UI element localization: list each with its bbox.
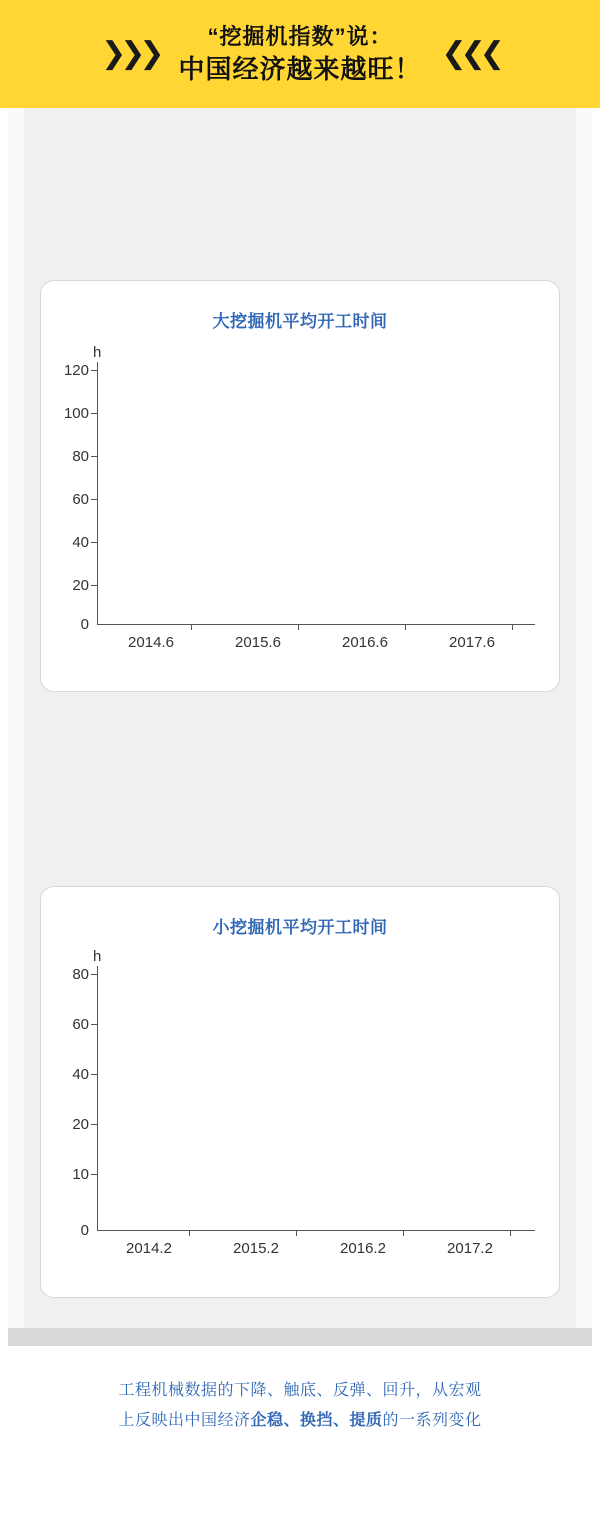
- y-tick-label: 100: [63, 405, 89, 422]
- x-tick-label: 2014.2: [126, 1240, 172, 1257]
- y-tick-label: 40: [72, 1066, 89, 1083]
- x-tick-label: 2016.2: [340, 1240, 386, 1257]
- banner-title-line1: “挖掘机指数”说：: [207, 24, 393, 49]
- y-tick-mark: [91, 499, 97, 500]
- x-tick-label: 2016.6: [342, 634, 388, 651]
- x-tick-mark: [510, 1230, 511, 1236]
- y-tick-mark: [91, 1024, 97, 1025]
- x-tick-mark: [298, 624, 299, 630]
- caption-line-2-prefix: 上反映出中国经济: [118, 1411, 251, 1429]
- y-tick-label: 60: [72, 491, 89, 508]
- chevrons-right-icon: ❯❯❯: [101, 36, 159, 71]
- x-tick-mark: [403, 1230, 404, 1236]
- y-tick-label: 80: [72, 966, 89, 983]
- y-tick-mark: [91, 456, 97, 457]
- banner-content: [101, 23, 499, 85]
- y-tick-mark: [91, 370, 97, 371]
- column-edge-left: [8, 108, 24, 1328]
- x-axis-line: [97, 1230, 535, 1231]
- caption-line-2: [0, 1406, 600, 1436]
- chart-plot-area: [41, 948, 559, 1274]
- header-banner: [0, 0, 600, 108]
- footer-divider-bar: [8, 1328, 592, 1346]
- caption-line-2-highlight: 企稳、换挡、提质: [250, 1411, 383, 1429]
- caption-line-2-suffix: 的一系列变化: [382, 1411, 482, 1429]
- x-tick-label: 2015.6: [235, 634, 281, 651]
- y-tick-label: 20: [72, 577, 89, 594]
- column-edge-right: [576, 108, 592, 1328]
- x-tick-label: 2017.6: [449, 634, 495, 651]
- y-tick-label: 0: [80, 616, 89, 633]
- y-tick-mark: [91, 542, 97, 543]
- x-tick-mark: [189, 1230, 190, 1236]
- x-tick-mark: [191, 624, 192, 630]
- y-tick-mark: [91, 1074, 97, 1075]
- x-axis-line: [97, 624, 535, 625]
- y-axis-line: [97, 362, 98, 624]
- y-tick-label: 10: [72, 1166, 89, 1183]
- footer-caption: [0, 1376, 600, 1435]
- x-tick-mark: [512, 624, 513, 630]
- y-tick-label: 0: [80, 1222, 89, 1239]
- y-tick-mark: [91, 1124, 97, 1125]
- banner-title: [178, 23, 421, 85]
- banner-title-line2: 中国经济越来越旺！: [178, 53, 422, 84]
- x-tick-mark: [296, 1230, 297, 1236]
- chart-title: 小挖掘机平均开工时间: [212, 918, 388, 937]
- y-tick-label: 40: [72, 534, 89, 551]
- caption-line-1: 工程机械数据的下降、触底、反弹、回升，从宏观: [118, 1382, 482, 1399]
- chevrons-left-icon: ❮❮❮: [441, 36, 499, 71]
- y-axis-line: [97, 966, 98, 1230]
- y-tick-mark: [91, 413, 97, 414]
- y-tick-label: 20: [72, 1116, 89, 1133]
- x-tick-mark: [405, 624, 406, 630]
- y-tick-label: 80: [72, 448, 89, 465]
- chart-title: 大挖掘机平均开工时间: [212, 312, 388, 331]
- chart-card-small-excavator: [40, 886, 560, 1298]
- chart-card-large-excavator: [40, 280, 560, 692]
- y-tick-label: 60: [72, 1016, 89, 1033]
- y-tick-label: 120: [63, 362, 89, 379]
- y-axis-unit-label: h: [93, 344, 102, 361]
- y-axis-unit-label: h: [93, 948, 102, 965]
- x-tick-label: 2017.2: [447, 1240, 493, 1257]
- x-tick-label: 2015.2: [233, 1240, 279, 1257]
- y-tick-mark: [91, 1174, 97, 1175]
- x-tick-label: 2014.6: [128, 634, 174, 651]
- y-tick-mark: [91, 974, 97, 975]
- y-tick-mark: [91, 585, 97, 586]
- chart-plot-area: [41, 344, 559, 668]
